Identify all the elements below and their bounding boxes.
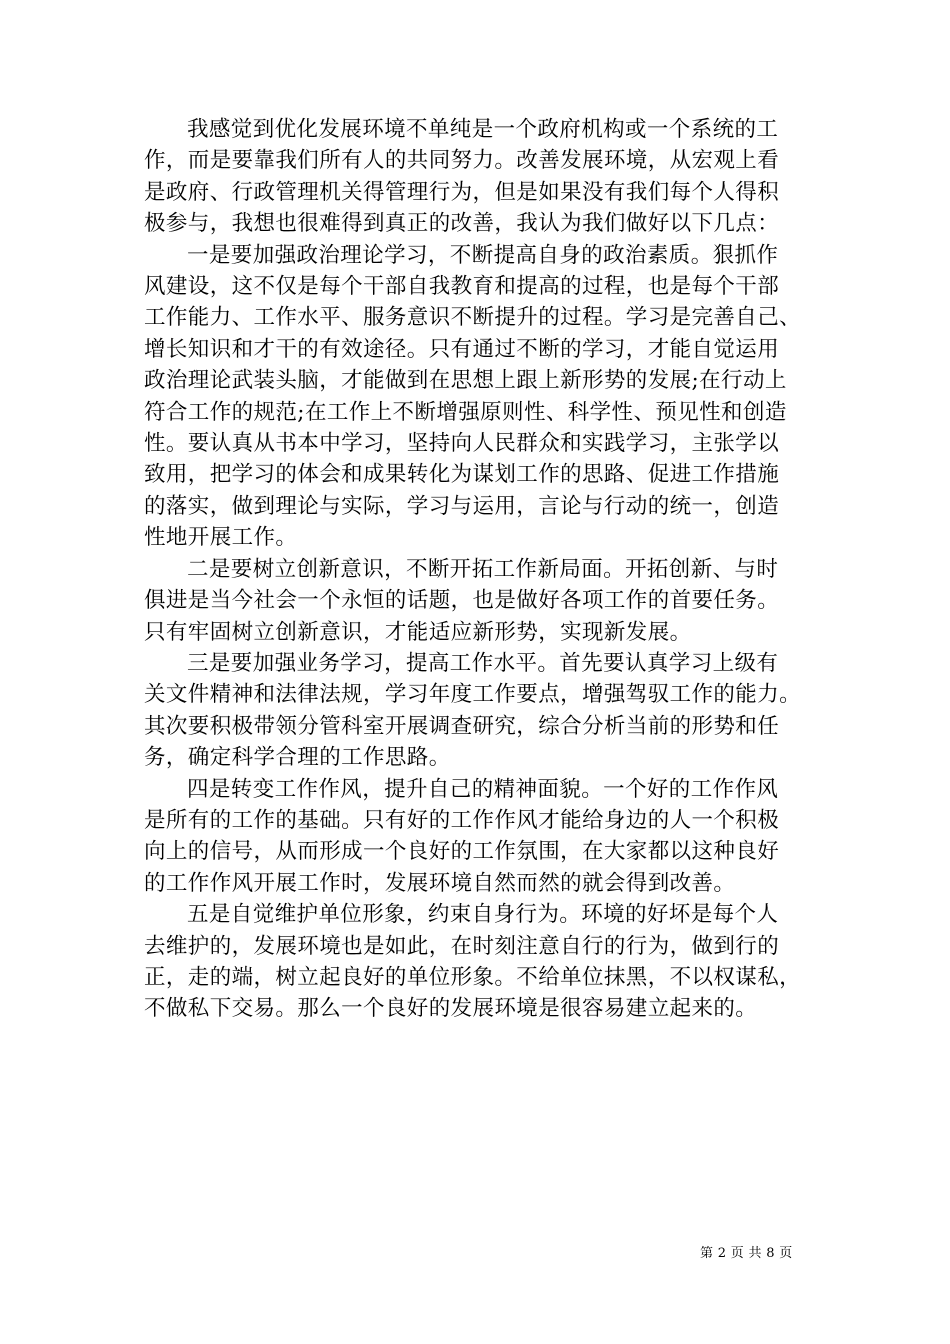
text-line: 我感觉到优化发展环境不单纯是一个政府机构或一个系统的工 — [187, 117, 779, 142]
text-line: 不做私下交易。那么一个良好的发展环境是很容易建立起来的。 — [144, 996, 758, 1022]
text-line: 的落实，做到理论与实际，学习与运用，言论与行动的统一，创造 — [144, 493, 780, 519]
text-line: 是政府、行政管理机关得管理行为，但是如果没有我们每个人得积 — [144, 179, 780, 205]
paragraph-point-three — [144, 648, 816, 774]
text-line: 正，走的端，树立起良好的单位形象。不给单位抹黑，不以权谋私， — [144, 964, 802, 990]
text-line: 三是要加强业务学习，提高工作水平。首先要认真学习上级有 — [187, 650, 779, 676]
paragraph-point-five — [144, 899, 816, 1025]
text-line: 增长知识和才干的有效途径。只有通过不断的学习，才能自觉运用 — [144, 336, 780, 362]
text-line: 工作能力、工作水平、服务意识不断提升的过程。学习是完善自己、 — [144, 305, 802, 331]
text-line: 的工作作风开展工作时，发展环境自然而然的就会得到改善。 — [144, 870, 736, 896]
text-line: 关文件精神和法律法规，学习年度工作要点，增强驾驭工作的能力。 — [144, 682, 802, 708]
text-line: 五是自觉维护单位形象，约束自身行为。环境的好坏是每个人 — [187, 902, 779, 928]
text-line: 作，而是要靠我们所有人的共同努力。改善发展环境，从宏观上看 — [144, 148, 780, 174]
text-line: 极参与，我想也很难得到真正的改善，我认为我们做好以下几点： — [144, 211, 780, 237]
text-line: 政治理论武装头脑，才能做到在思想上跟上新形势的发展;在行动上 — [144, 368, 787, 394]
text-line: 四是转变工作作风，提升自己的精神面貌。一个好的工作作风 — [187, 776, 779, 802]
document-body — [144, 114, 816, 1025]
text-line: 性地开展工作。 — [144, 525, 298, 551]
text-line: 其次要积极带领分管科室开展调查研究，综合分析当前的形势和任 — [144, 713, 780, 739]
text-line: 性。要认真从书本中学习，坚持向人民群众和实践学习，主张学以 — [144, 431, 780, 457]
text-line: 是所有的工作的基础。只有好的工作作风才能给身边的人一个积极 — [144, 807, 780, 833]
paragraph-point-two — [144, 554, 816, 648]
text-line: 向上的信号，从而形成一个良好的工作氛围，在大家都以这种良好 — [144, 839, 780, 865]
text-line: 符合工作的规范;在工作上不断增强原则性、科学性、预见性和创造 — [144, 399, 787, 425]
text-line: 二是要树立创新意识，不断开拓工作新局面。开拓创新、与时 — [187, 556, 779, 582]
paragraph-intro — [144, 114, 816, 240]
text-line: 风建设，这不仅是每个干部自我教育和提高的过程，也是每个干部 — [144, 274, 780, 300]
page-number-footer: 第 2 页 共 8 页 — [700, 1246, 793, 1261]
text-line: 去维护的，发展环境也是如此，在时刻注意自行的行为，做到行的 — [144, 933, 780, 959]
text-line: 致用，把学习的体会和成果转化为谋划工作的思路、促进工作措施 — [144, 462, 780, 488]
text-line: 只有牢固树立创新意识，才能适应新形势，实现新发展。 — [144, 619, 692, 645]
text-line: 一是要加强政治理论学习，不断提高自身的政治素质。狠抓作 — [187, 242, 779, 268]
text-line: 俱进是当今社会一个永恒的话题，也是做好各项工作的首要任务。 — [144, 588, 780, 614]
paragraph-point-four — [144, 774, 816, 900]
text-line: 务，确定科学合理的工作思路。 — [144, 745, 451, 771]
paragraph-point-one — [144, 240, 816, 554]
